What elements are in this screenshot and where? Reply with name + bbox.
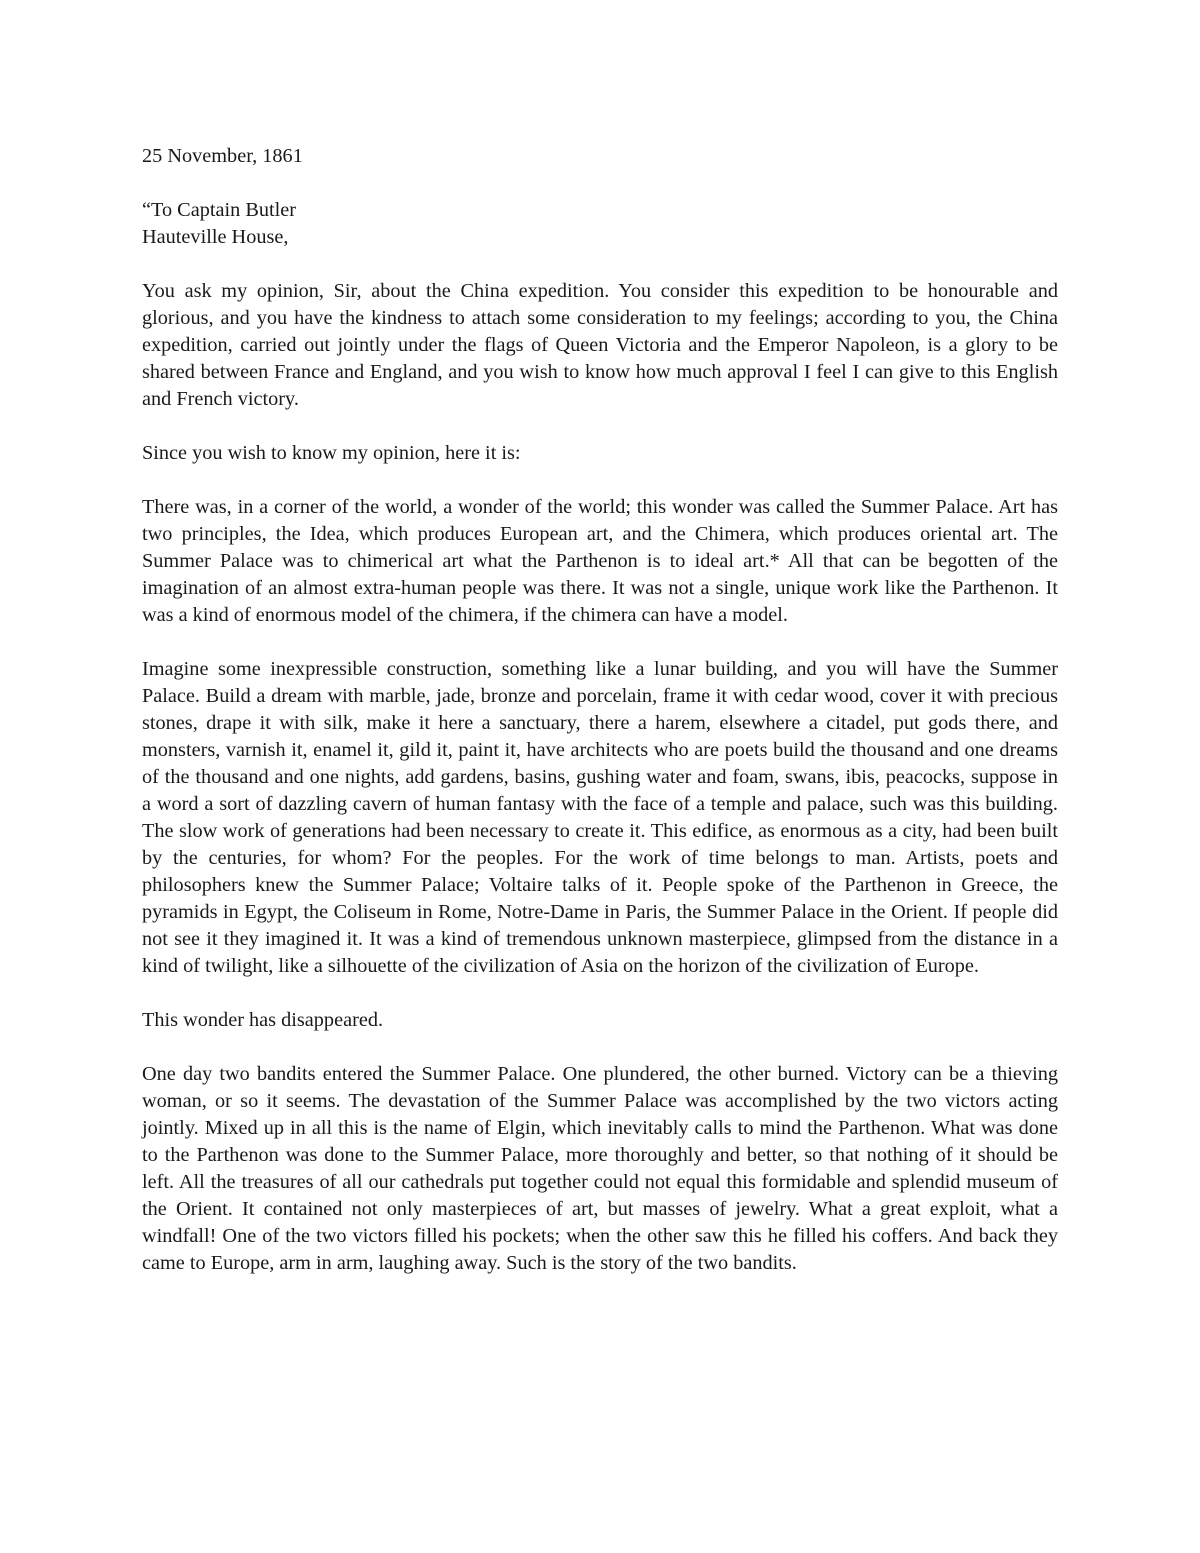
paragraph-opinion-intro: Since you wish to know my opinion, here it is: (142, 442, 521, 464)
paragraph-summer-palace-wonder: There was, in a corner of the world, a wonder of the world; this wonder was called the Summer Palace. Art has two principles, the Idea, which produces European art, and the Chimera, which produces oriental art. The Summer Palace was to chimerical art what the Parthenon is to ideal art.* All that can be begotten of the imagination of an almost extra-human people was there. It was not a single, unique work like the Parthenon. It was a kind of enormous model of the chimera, if the chimera can have a model. (142, 496, 1058, 626)
paragraph-opinion-request: You ask my opinion, Sir, about the China expedition. You consider this expedition to be honourable and glorious, and you have the kindness to attach some consideration to my feelings; according to you, the China expedition, carried out jointly under the flags of Queen Victoria and the Emperor Napoleon, is a glory to be shared between France and England, and you wish to know how much approval I feel I can give to this English and French victory. (142, 280, 1058, 410)
recipient-line: “To Captain Butler (142, 199, 297, 221)
letter-date: 25 November, 1861 (142, 145, 303, 167)
paragraph-disappeared: This wonder has disappeared. (142, 1009, 384, 1031)
sender-address-line: Hauteville House, (142, 226, 289, 248)
letter-address (142, 197, 1058, 251)
letter-page (142, 143, 1058, 1304)
paragraph-two-bandits: One day two bandits entered the Summer Palace. One plundered, the other burned. Victory can be a thieving woman, or so it seems. The devastation of the Summer Palace was accomplished by the two victors acting jointly. Mixed up in all this is the name of Elgin, which inevitably calls to mind the Parthenon. What was done to the Parthenon was done to the Summer Palace, more thoroughly and better, so that nothing of it should be left. All the treasures of all our cathedrals put together could not equal this formidable and splendid museum of the Orient. It contained not only masterpieces of art, but masses of jewelry. What a great exploit, what a windfall! One of the two victors filled his pockets; when the other saw this he filled his coffers. And back they came to Europe, arm in arm, laughing away. Such is the story of the two bandits. (142, 1063, 1058, 1274)
paragraph-summer-palace-description: Imagine some inexpressible construction, something like a lunar building, and you will have the Summer Palace. Build a dream with marble, jade, bronze and porcelain, frame it with cedar wood, cover it with precious stones, drape it with silk, make it here a sanctuary, there a harem, elsewhere a citadel, put gods there, and monsters, varnish it, enamel it, gild it, paint it, have architects who are poets build the thousand and one dreams of the thousand and one nights, add gardens, basins, gushing water and foam, swans, ibis, peacocks, suppose in a word a sort of dazzling cavern of human fantasy with the face of a temple and palace, such was this building. The slow work of generations had been necessary to create it. This edifice, as enormous as a city, had been built by the centuries, for whom? For the peoples. For the work of time belongs to man. Artists, poets and philosophers knew the Summer Palace; Voltaire talks of it. People spoke of the Parthenon in Greece, the pyramids in Egypt, the Coliseum in Rome, Notre-Dame in Paris, the Summer Palace in the Orient. If people did not see it they imagined it. It was a kind of tremendous unknown masterpiece, glimpsed from the distance in a kind of twilight, like a silhouette of the civilization of Asia on the horizon of the civilization of Europe. (142, 658, 1058, 977)
